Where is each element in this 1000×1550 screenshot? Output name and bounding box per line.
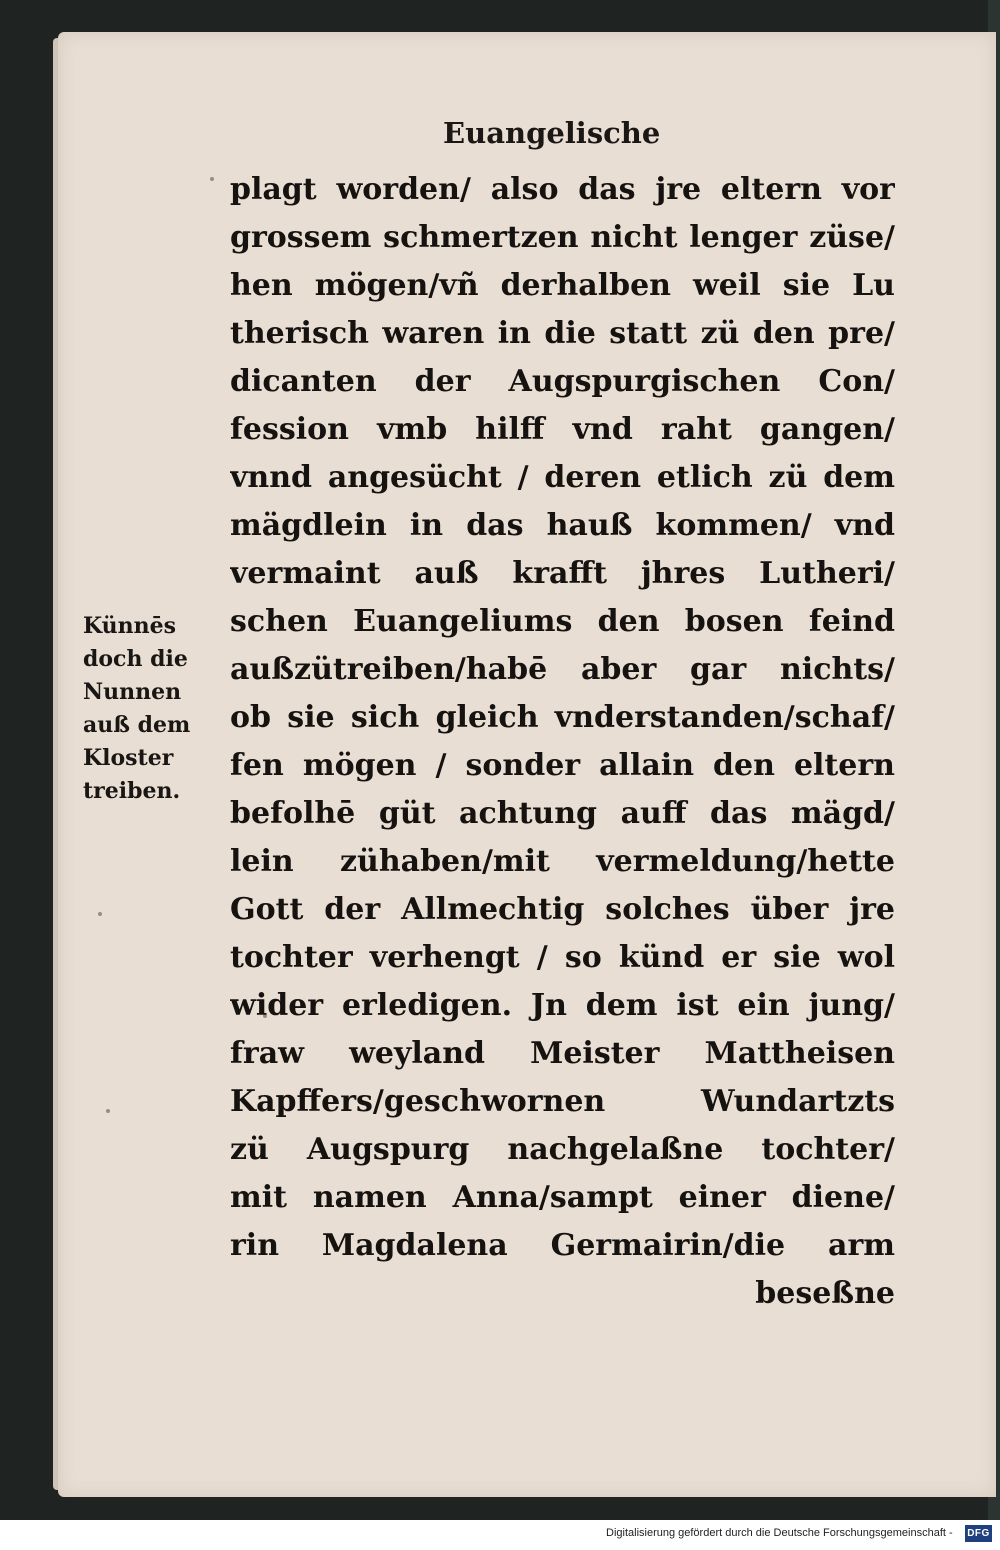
- catchword: beseßne: [755, 1276, 895, 1311]
- text-line: fession vmb hilff vnd raht gangen/: [230, 412, 895, 447]
- marginal-note-line: Kloster: [83, 745, 174, 771]
- text-line: rin Magdalena Germairin/die arm: [230, 1228, 895, 1263]
- marginal-note-line: auß dem: [83, 712, 191, 738]
- text-line: mägdlein in das hauß kommen/ vnd: [230, 508, 895, 543]
- marginal-note-line: Künnēs: [83, 613, 177, 639]
- text-line: dicanten der Augspurgischen Con/: [230, 364, 895, 399]
- text-line: therisch waren in die statt zü den pre/: [230, 316, 895, 351]
- marginal-note-line: doch die: [83, 646, 188, 672]
- running-head: Euangelische: [443, 116, 661, 150]
- text-line: grossem schmertzen nicht lenger züse/: [230, 220, 895, 255]
- text-line: tochter verhengt / so künd er sie wol: [230, 940, 895, 975]
- text-line: Kapffers/geschwornen Wundartzts: [230, 1084, 895, 1119]
- text-line: befolhē güt achtung auff das mägd/: [230, 796, 895, 831]
- text-line: ob sie sich gleich vnderstanden/schaf/: [230, 700, 895, 735]
- text-line: mit namen Anna/sampt einer diene/: [230, 1180, 895, 1215]
- text-line: schen Euangeliums den bosen feind: [230, 604, 895, 639]
- text-line: wider erledigen. Jn dem ist ein jung/: [230, 988, 895, 1023]
- paper-speck: [210, 177, 214, 181]
- text-line: außzütreiben/habē aber gar nichts/: [230, 652, 895, 687]
- dfg-logo[interactable]: DFG: [965, 1525, 992, 1542]
- footer-bar: [0, 1520, 1000, 1550]
- funding-credit: Digitalisierung gefördert durch die Deutsche Forschungsgemeinschaft -: [606, 1527, 953, 1539]
- body-text: [230, 166, 895, 1318]
- marginal-note: [83, 610, 223, 808]
- paper-speck: [98, 912, 102, 916]
- text-line: hen mögen/vñ derhalben weil sie Lu: [230, 268, 895, 303]
- text-line: Gott der Allmechtig solches über jre: [230, 892, 895, 927]
- text-line: vnnd angesücht / deren etlich zü dem: [230, 460, 895, 495]
- text-line: lein zühaben/mit vermeldung/hette: [230, 844, 895, 879]
- text-line: plagt worden/ also das jre eltern vor: [230, 172, 895, 207]
- paper-speck: [106, 1109, 110, 1113]
- text-line: fraw weyland Meister Mattheisen: [230, 1036, 895, 1071]
- marginal-note-line: Nunnen: [83, 679, 182, 705]
- text-line: vermaint auß krafft jhres Lutheri/: [230, 556, 895, 591]
- text-line: zü Augspurg nachgelaßne tochter/: [230, 1132, 895, 1167]
- marginal-note-line: treiben.: [83, 778, 181, 804]
- text-line: fen mögen / sonder allain den eltern: [230, 748, 895, 783]
